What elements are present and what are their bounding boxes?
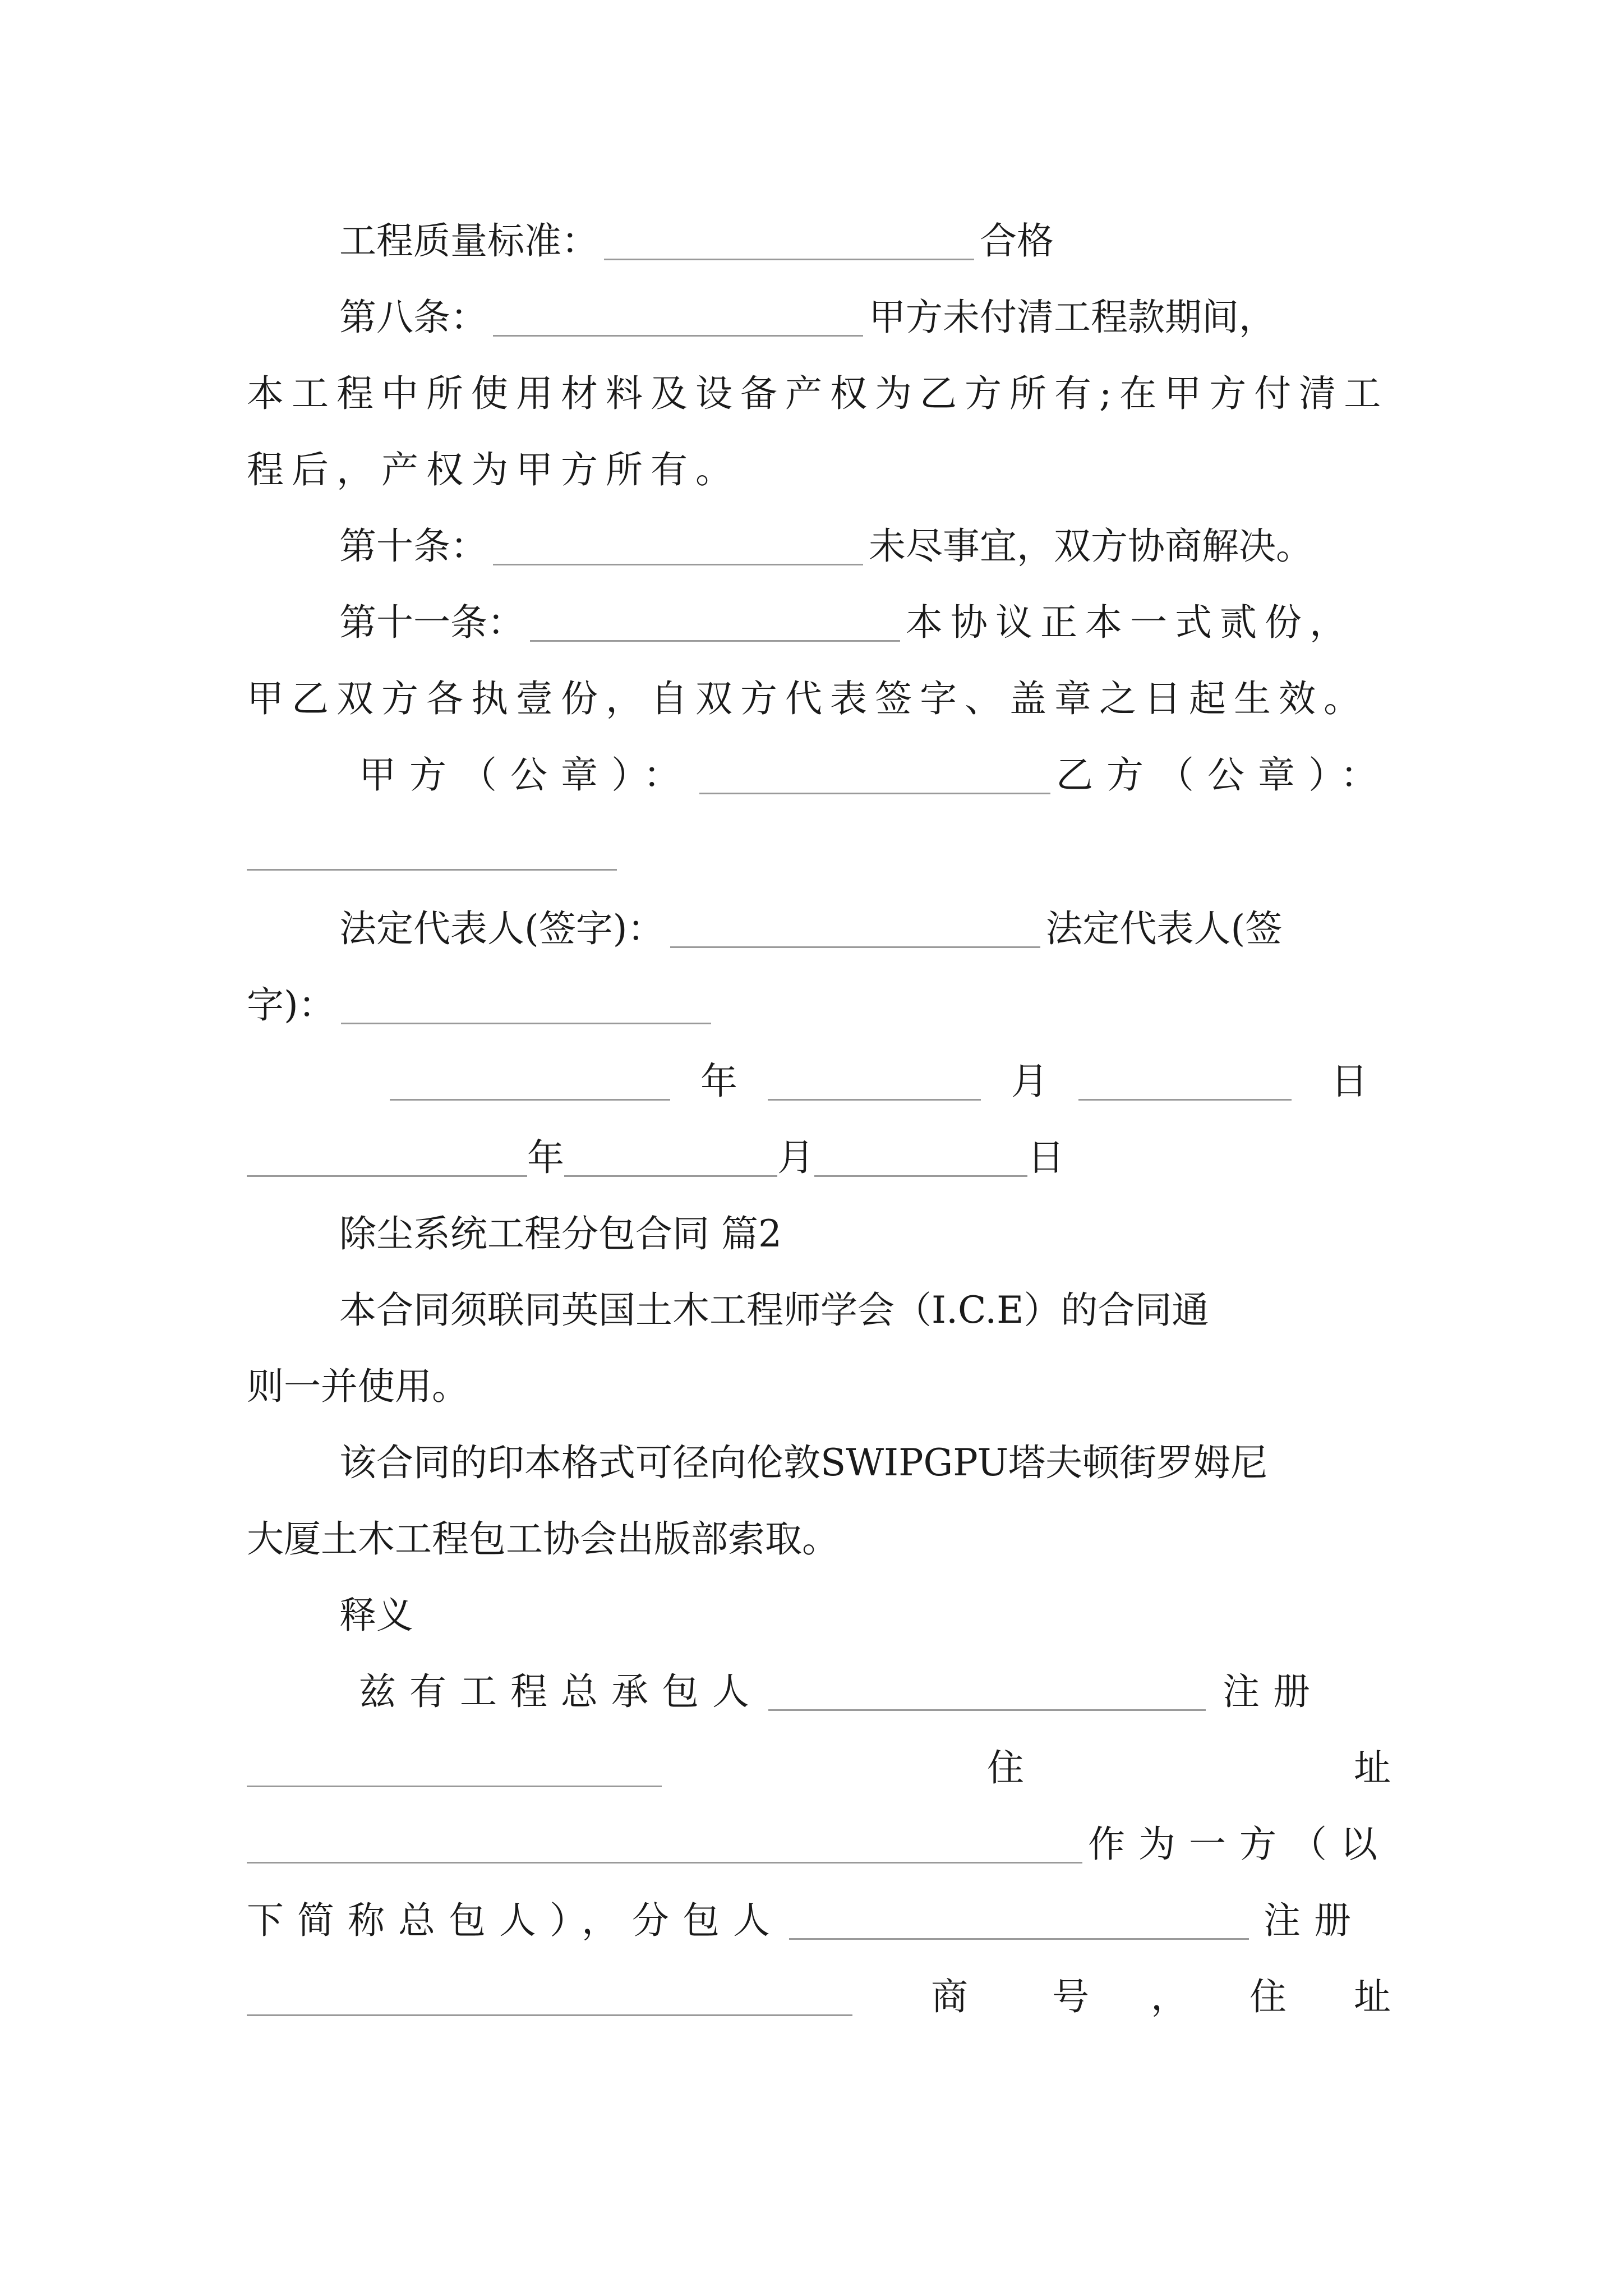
- fill-blank[interactable]: [493, 528, 863, 565]
- print-line: [247, 1435, 1391, 1491]
- quality-standard-label: 工程质量标准：: [339, 219, 598, 263]
- trade-name-label-2: 号: [1052, 1975, 1089, 2018]
- legal-rep-b-label: 法定代表人(签: [1045, 907, 1283, 950]
- register-label: 注册: [1223, 1670, 1324, 1713]
- article-10-label: 第十条：: [339, 524, 487, 568]
- ice-line: [247, 1282, 1391, 1338]
- article-8-line: [247, 289, 1391, 346]
- date-line-b: [247, 1130, 1391, 1186]
- fill-blank[interactable]: [604, 223, 974, 260]
- fill-blank[interactable]: [699, 757, 1050, 794]
- article-11-cont-text: 甲乙双方各执壹份，自双方代表签字、盖章之日起生效。: [247, 677, 1368, 720]
- article-8-cont-text: 本工程中所使用材料及设备产权为乙方所有;在甲方付清工: [247, 372, 1389, 415]
- month-label: 月: [777, 1136, 814, 1179]
- fill-blank[interactable]: [247, 1978, 852, 2016]
- year-label: 年: [527, 1136, 564, 1179]
- print-cont-text: 大厦土木工程包工协会出版部索取。: [247, 1517, 839, 1561]
- subcontractor-text: 下简称总包人），分包人: [247, 1899, 783, 1942]
- ice-cont-text: 则一并使用。: [247, 1365, 469, 1408]
- fill-blank[interactable]: [789, 1902, 1249, 1940]
- print-text: 该合同的印本格式可径向伦敦SWIPGPU塔夫顿街罗姆尼: [339, 1441, 1268, 1484]
- day-label: 日: [1331, 1060, 1368, 1103]
- trade-name-line: [247, 1969, 1391, 2025]
- address-label-2: 址: [1354, 1746, 1391, 1789]
- fill-blank[interactable]: [530, 604, 900, 642]
- article-8-text: 甲方未付清工程款期间，: [869, 296, 1276, 339]
- register-label: 注册: [1264, 1899, 1364, 1942]
- fill-blank[interactable]: [247, 1139, 527, 1177]
- fill-blank[interactable]: [670, 910, 1040, 948]
- legal-rep-line: [247, 901, 1391, 957]
- quality-standard-line: [247, 213, 1391, 269]
- as-one-party-text: 作为一方（以: [1088, 1823, 1391, 1866]
- article-8-end-text: 程后，产权为甲方所有。: [247, 448, 740, 491]
- legal-rep-b-end: 字)：: [247, 983, 335, 1027]
- party-b-label: 乙方（公章）：: [1056, 753, 1391, 797]
- article-8-continuation: [247, 366, 1391, 422]
- fill-blank[interactable]: [768, 1673, 1206, 1711]
- day-label: 日: [1027, 1136, 1064, 1179]
- section-title: [247, 1206, 1391, 1262]
- year-label: 年: [700, 1060, 737, 1103]
- subcontractor-line: [247, 1893, 1391, 1949]
- fill-blank[interactable]: [1078, 1063, 1292, 1101]
- fill-blank[interactable]: [493, 299, 863, 337]
- ice-text: 本合同须联同英国土木工程师学会（I.C.E）的合同通: [339, 1289, 1209, 1332]
- print-continuation: [247, 1511, 1391, 1567]
- address-b-label: 住: [1249, 1975, 1287, 2018]
- fill-blank[interactable]: [247, 833, 617, 871]
- quality-standard-value: 合格: [980, 219, 1054, 263]
- legal-rep-a-label: 法定代表人(签字)：: [339, 907, 665, 950]
- contractor-label: 兹有工程总承包人: [359, 1670, 763, 1713]
- month-label: 月: [1011, 1060, 1048, 1103]
- fill-blank[interactable]: [768, 1063, 981, 1101]
- trade-name-label: 商: [931, 1975, 968, 2018]
- fill-blank[interactable]: [247, 1826, 1082, 1864]
- date-line-a: [247, 1053, 1391, 1110]
- fill-blank[interactable]: [814, 1139, 1027, 1177]
- fill-blank[interactable]: [341, 987, 711, 1024]
- article-11-line: [247, 595, 1391, 651]
- address-line: [247, 1740, 1391, 1796]
- ice-continuation: [247, 1359, 1391, 1415]
- contractor-line: [247, 1664, 1391, 1720]
- comma: ，: [1151, 1975, 1188, 2018]
- article-8-label: 第八条：: [339, 296, 487, 339]
- article-11-text: 本协议正本一式贰份，: [906, 601, 1354, 644]
- fill-blank[interactable]: [564, 1139, 777, 1177]
- section-title-text: 除尘系统工程分包合同 篇2: [339, 1212, 782, 1255]
- as-one-party-line: [247, 1816, 1391, 1872]
- party-a-label: 甲方（公章）：: [359, 753, 694, 797]
- article-11-continuation: [247, 671, 1391, 727]
- article-11-label: 第十一条：: [339, 601, 524, 644]
- legal-rep-continuation: [247, 977, 1391, 1033]
- definitions-text: 释义: [339, 1594, 413, 1637]
- address-b-label-2: 址: [1354, 1975, 1391, 2018]
- party-seal-line: [247, 747, 1391, 803]
- address-label: 住: [987, 1746, 1024, 1789]
- fill-blank[interactable]: [247, 1750, 662, 1787]
- definitions-heading: [247, 1588, 1391, 1644]
- fill-blank[interactable]: [390, 1063, 670, 1101]
- article-10-text: 未尽事宜，双方协商解决。: [869, 524, 1313, 568]
- article-10-line: [247, 518, 1391, 574]
- party-b-blank-line: [247, 823, 1391, 880]
- article-8-end: [247, 442, 1391, 498]
